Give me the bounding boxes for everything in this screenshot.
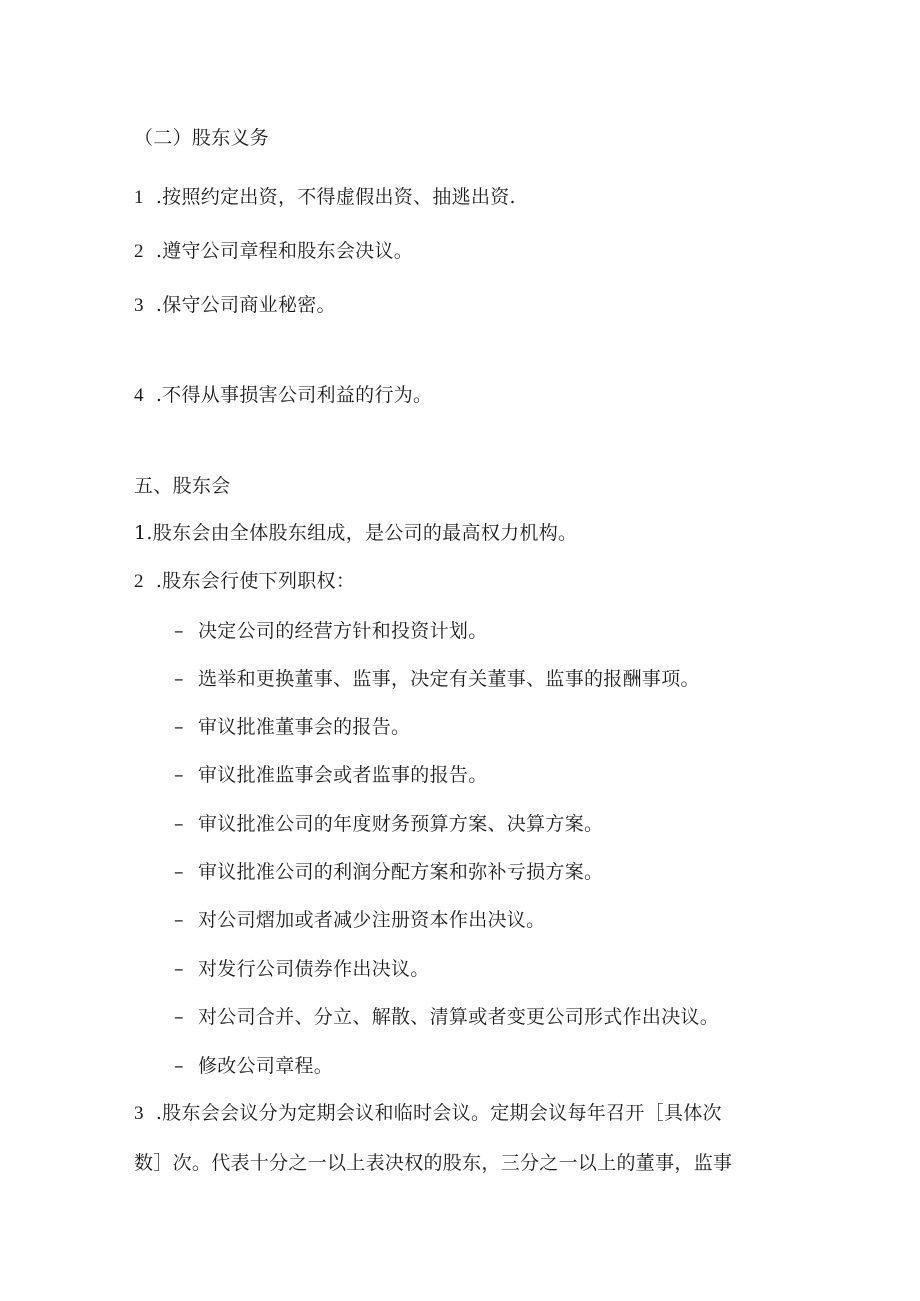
item-text: .保守公司商业秘密。 — [155, 294, 336, 316]
dash-bullet: – — [174, 1055, 184, 1077]
power-item — [174, 617, 488, 645]
item-number: 3 — [134, 1103, 144, 1124]
section-five-item-3-line-2: 数］次。代表十分之一以上表决权的股东，三分之一以上的董事，监事 — [134, 1152, 733, 1174]
item-number: 3 — [134, 295, 144, 316]
dash-bullet: – — [174, 668, 184, 690]
section-five-item-2 — [134, 567, 355, 596]
power-text: 决定公司的经营方针和投资计划。 — [198, 620, 488, 642]
power-item — [174, 906, 545, 934]
section-five-item-3-line-1 — [134, 1099, 722, 1128]
obligation-item-2 — [134, 237, 413, 266]
item-text: .股东会行使下列职权： — [155, 570, 356, 592]
power-text: 选举和更换董事、监事，决定有关董事、监事的报酬事项。 — [198, 668, 700, 690]
item-number: 1 — [134, 187, 144, 208]
item-text: .股东会会议分为定期会议和临时会议。定期会议每年召开［具体次 — [155, 1102, 722, 1124]
item-text: .不得从事损害公司利益的行为。 — [155, 384, 433, 406]
dash-bullet: – — [174, 813, 184, 835]
dash-bullet: – — [174, 861, 184, 883]
power-item — [174, 665, 700, 693]
power-item — [174, 713, 410, 741]
power-text: 修改公司章程。 — [198, 1055, 334, 1077]
dash-bullet: – — [174, 1006, 184, 1028]
power-item — [174, 761, 488, 789]
dash-bullet: – — [174, 909, 184, 931]
power-item — [174, 810, 603, 838]
item-number: 2 — [134, 241, 144, 262]
section-five-item-1: 1.股东会由全体股东组成，是公司的最高权力机构。 — [134, 522, 578, 544]
dash-bullet: – — [174, 764, 184, 786]
dash-bullet: – — [174, 620, 184, 642]
obligation-item-3 — [134, 291, 336, 320]
power-text: 对公司熠加或者减少注册资本作出决议。 — [198, 909, 546, 931]
section-five-heading: 五、股东会 — [134, 475, 231, 497]
power-text: 审议批准公司的年度财务预算方案、决算方案。 — [198, 813, 604, 835]
obligation-item-1 — [134, 183, 516, 212]
power-text: 审议批准公司的利润分配方案和弥补亏损方案。 — [198, 861, 604, 883]
dash-bullet: – — [174, 716, 184, 738]
power-text: 审议批准监事会或者监事的报告。 — [198, 764, 488, 786]
item-text: .遵守公司章程和股东会决议。 — [155, 240, 414, 262]
item-number: 2 — [134, 571, 144, 592]
power-text: 对公司合并、分立、解散、清算或者变更公司形式作出决议。 — [198, 1006, 720, 1028]
obligation-item-4 — [134, 381, 432, 410]
power-item — [174, 858, 603, 886]
item-number: 4 — [134, 385, 144, 406]
power-item — [174, 1052, 333, 1080]
item-text: .按照约定出资，不得虚假出资、抽逃出资. — [155, 186, 516, 208]
dash-bullet: – — [174, 958, 184, 980]
power-text: 审议批准董事会的报告。 — [198, 716, 411, 738]
obligations-heading: （二）股东义务 — [134, 127, 270, 149]
power-item — [174, 1003, 719, 1031]
power-text: 对发行公司债券作出决议。 — [198, 958, 430, 980]
power-item — [174, 955, 430, 983]
